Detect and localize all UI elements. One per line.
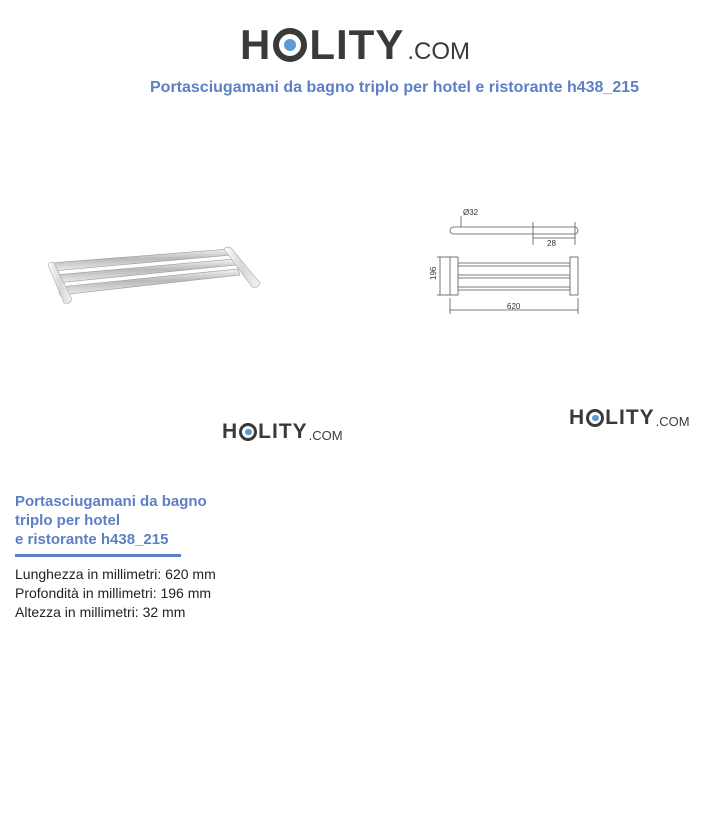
technical-drawing bbox=[425, 200, 595, 318]
logo-letters: LITY bbox=[258, 420, 308, 443]
spec-depth: Profondità in millimetri: 196 mm bbox=[15, 585, 212, 601]
logo-suffix: .COM bbox=[655, 413, 690, 429]
bracket-left-view bbox=[450, 257, 458, 295]
product-photo bbox=[40, 235, 270, 315]
logo-letter-h: H bbox=[569, 406, 586, 429]
page-title: Portasciugamani da bagno triplo per hotel e ristorante h438_215 bbox=[150, 79, 640, 96]
section-title-line: Portasciugamani da bagno bbox=[15, 493, 207, 510]
bracket-right-view bbox=[570, 257, 578, 295]
logo-ring-icon bbox=[586, 409, 604, 427]
logo-letters: LITY bbox=[605, 406, 655, 429]
length-label: 620 bbox=[507, 302, 521, 311]
bar-top-view bbox=[450, 227, 578, 234]
holity-watermark-drawing bbox=[569, 406, 690, 430]
spec-list bbox=[15, 565, 216, 622]
section-title bbox=[15, 492, 215, 549]
diameter-label: Ø32 bbox=[463, 208, 479, 217]
offset-label: 28 bbox=[547, 239, 556, 248]
holity-watermark-photo bbox=[222, 420, 343, 444]
logo-ring-icon bbox=[239, 423, 257, 441]
section-divider bbox=[15, 554, 181, 557]
section-title-line: e ristorante h438_215 bbox=[15, 531, 169, 548]
logo-suffix: .COM bbox=[407, 38, 471, 65]
logo-letters: LITY bbox=[309, 21, 405, 68]
section-title-line: triplo per hotel bbox=[15, 512, 120, 529]
spec-height: Altezza in millimetri: 32 mm bbox=[15, 604, 186, 620]
height-label: 196 bbox=[429, 266, 438, 280]
towel-rack-illustration bbox=[48, 247, 260, 304]
logo-letter-h: H bbox=[222, 420, 239, 443]
logo-letter-h: H bbox=[240, 21, 272, 68]
holity-logo[interactable] bbox=[240, 20, 470, 70]
logo-ring-icon bbox=[273, 28, 307, 62]
logo-suffix: .COM bbox=[308, 427, 343, 443]
spec-length: Lunghezza in millimetri: 620 mm bbox=[15, 566, 216, 582]
